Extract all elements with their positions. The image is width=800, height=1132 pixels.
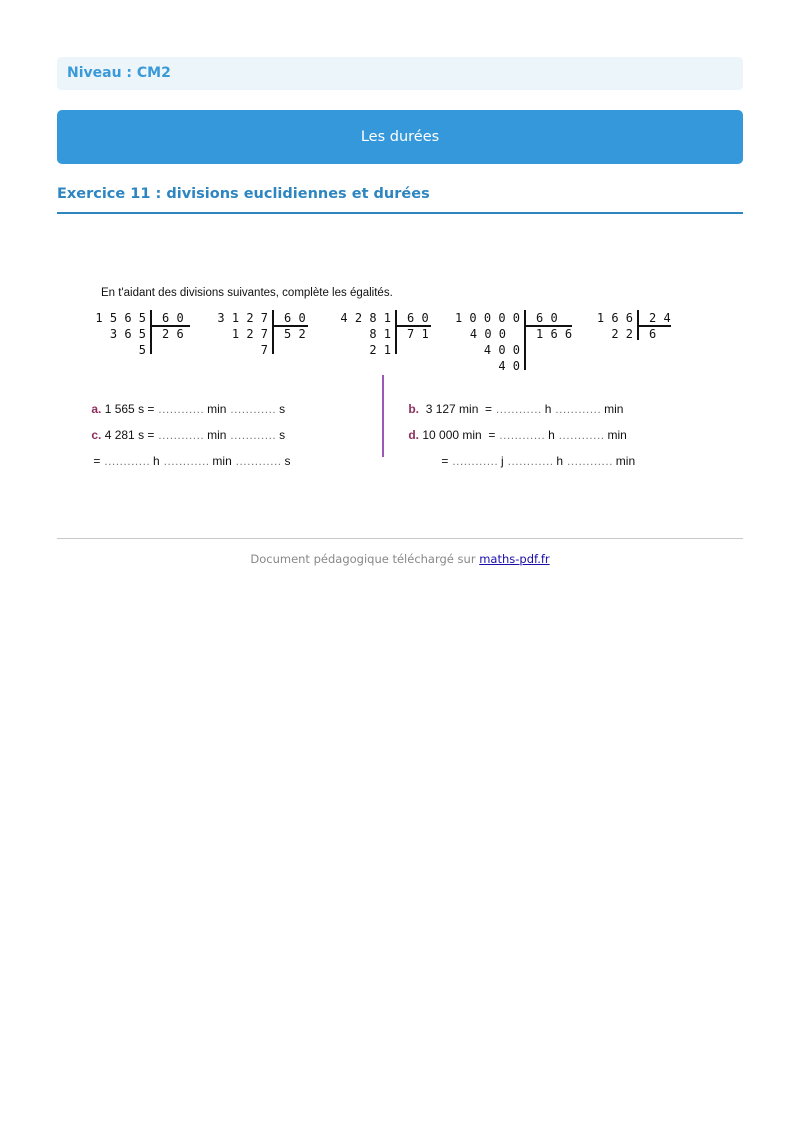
level-bar [57, 57, 743, 90]
answer-blank[interactable]: ………… [558, 428, 605, 442]
column-separator [382, 375, 384, 457]
divisor: 6 0 [284, 311, 306, 325]
division-vertical-bar [524, 310, 526, 370]
answer-blank[interactable]: ………… [157, 402, 204, 416]
division-line: 3 6 5 [109, 327, 146, 341]
answer-blank[interactable]: ………… [103, 454, 150, 468]
question-label: c. [91, 428, 102, 442]
division-line: 1 6 6 [596, 311, 633, 325]
exercise-title: Exercice 11 : divisions euclidiennes et durées [57, 186, 430, 202]
equals-sign: = [441, 454, 449, 468]
division-line: 5 [138, 343, 146, 357]
footer-link[interactable]: maths-pdf.fr [479, 552, 550, 566]
unit: min [212, 454, 232, 468]
answer-blank[interactable]: ………… [495, 402, 542, 416]
question-text: 1 565 s = [104, 402, 155, 416]
answer-blank[interactable]: ………… [163, 454, 210, 468]
division-line: 4 0 0 [483, 343, 520, 357]
division-line: 4 2 8 1 [340, 311, 391, 325]
exercise-instruction: En t'aidant des divisions suivantes, complète les égalités. [101, 287, 393, 299]
division-line: 1 0 0 0 0 [454, 311, 520, 325]
question-c-continued [80, 440, 290, 482]
division-line: 2 2 [611, 327, 633, 341]
question-label: a. [91, 402, 102, 416]
division-line: 8 1 [369, 327, 391, 341]
question-text: 4 281 s = [104, 428, 155, 442]
footer-text: Document pédagogique téléchargé sur [250, 552, 476, 566]
divisor: 6 0 [536, 311, 558, 325]
exercise-title-underline [57, 212, 743, 214]
topic-title-bar [57, 110, 743, 164]
answer-blank[interactable]: ………… [157, 428, 204, 442]
division-line: 3 1 2 7 [217, 311, 268, 325]
unit: h [544, 402, 552, 416]
unit: min [615, 454, 636, 468]
question-text: 3 127 min = [425, 402, 493, 416]
answer-blank[interactable]: ………… [235, 454, 282, 468]
unit: s [279, 402, 286, 416]
answer-blank[interactable]: ………… [566, 454, 613, 468]
unit: min [604, 402, 624, 416]
division-line: 7 [260, 343, 268, 357]
unit: h [548, 428, 555, 442]
division-line: 4 0 [498, 359, 520, 373]
unit: h [153, 454, 160, 468]
answer-blank[interactable]: ………… [229, 402, 276, 416]
unit: s [279, 428, 286, 442]
divisor: 2 4 [649, 311, 671, 325]
division-line: 2 1 [369, 343, 391, 357]
quotient: 6 [649, 327, 657, 341]
answer-blank[interactable]: ………… [229, 428, 276, 442]
quotient: 1 6 6 [536, 327, 573, 341]
answer-blank[interactable]: ………… [507, 454, 554, 468]
division-vertical-bar [272, 310, 274, 354]
unit: min [207, 428, 227, 442]
unit: s [284, 454, 291, 468]
division-vertical-bar [150, 310, 152, 354]
answer-blank[interactable]: ………… [498, 428, 545, 442]
topic-title: Les durées [360, 129, 440, 145]
footer [0, 552, 800, 566]
division-vertical-bar [395, 310, 397, 354]
unit: j [501, 454, 504, 468]
unit: min [607, 428, 627, 442]
division-line: 1 2 7 [231, 327, 268, 341]
quotient: 7 1 [407, 327, 429, 341]
question-d-continued [428, 440, 635, 482]
divisor: 6 0 [162, 311, 184, 325]
footer-divider [57, 538, 743, 539]
quotient: 5 2 [284, 327, 306, 341]
division-line: 4 0 0 [469, 327, 506, 341]
divisor: 6 0 [407, 311, 429, 325]
answer-blank[interactable]: ………… [554, 402, 601, 416]
equals-sign: = [93, 454, 101, 468]
quotient: 2 6 [162, 327, 184, 341]
question-label: d. [408, 428, 420, 442]
question-text: 10 000 min = [422, 428, 496, 442]
unit: min [207, 402, 227, 416]
question-label: b. [408, 402, 420, 416]
exercise-image [70, 282, 690, 467]
unit: h [556, 454, 564, 468]
division-line: 1 5 6 5 [95, 311, 146, 325]
answer-blank[interactable]: ………… [451, 454, 498, 468]
level-label: Niveau : CM2 [67, 65, 171, 81]
